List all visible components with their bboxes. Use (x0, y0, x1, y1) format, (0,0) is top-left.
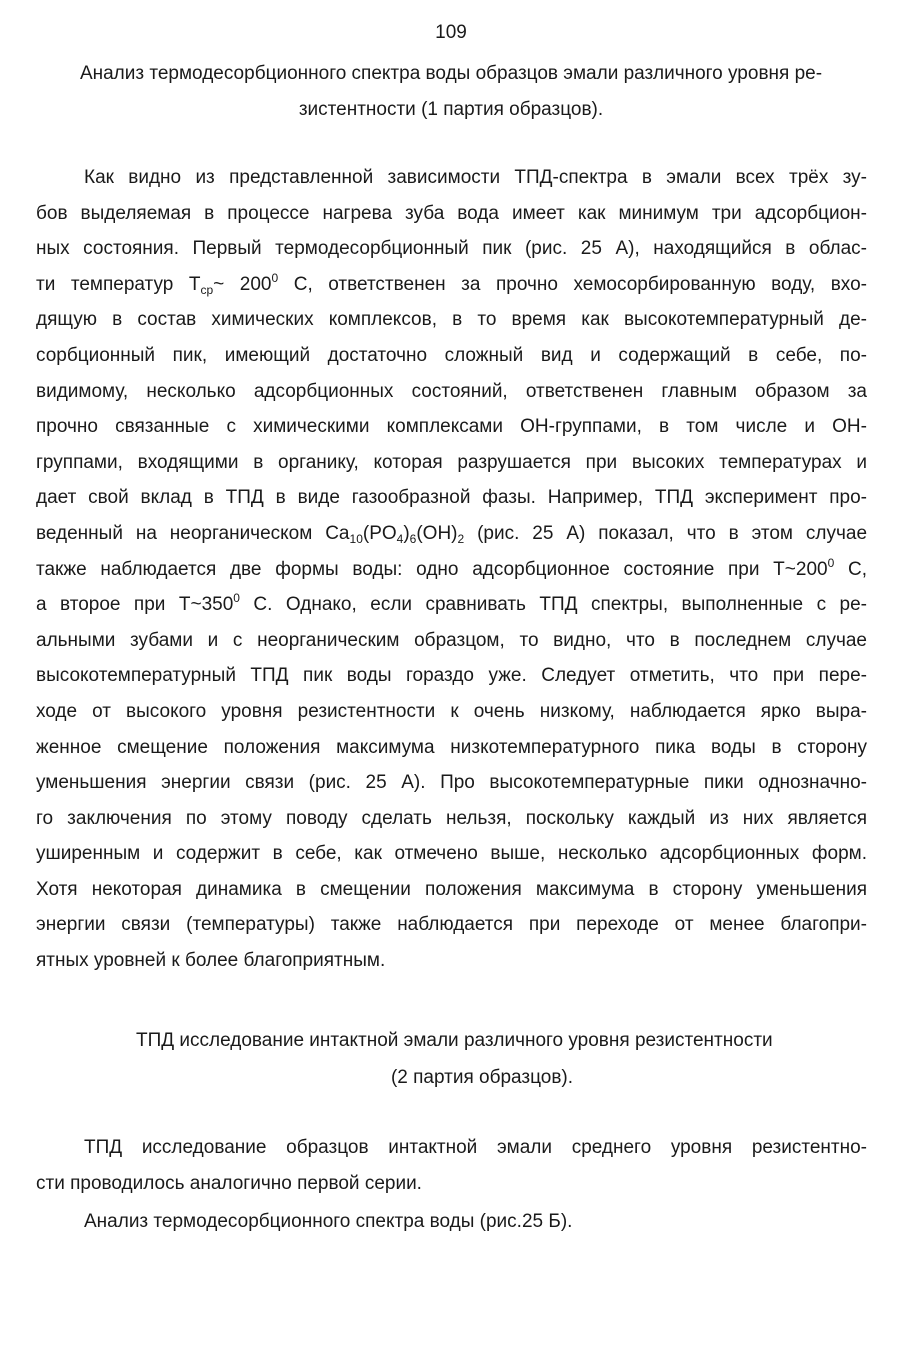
section-heading-2-line1: ТПД исследование интактной эмали различного уровня резистентности (136, 1030, 773, 1051)
section-heading-1-line1: Анализ термодесорбционного спектра воды образцов эмали различного уровня ре- (79, 63, 823, 84)
text-line: альными зубами и с неорганическим образцом, то видно, что в последнем случае (36, 629, 867, 651)
text-line: группами, входящими в органику, которая разрушается при высоких температурах и (36, 451, 867, 473)
text-line: прочно связанные с химическими комплексами ОН-группами, в том числе и ОН- (36, 416, 867, 438)
section-heading-2-sub (0, 1062, 902, 1093)
text-line: ти температур $Т_{ср}\sim$ $200^0$ С, ответственен за прочно хемосорбированную воду, вхо- (36, 270, 867, 297)
text-line: женное смещение положения максимума низкотемпературного пика воды в сторону (36, 736, 867, 758)
text-line: веденный на неорганическом $Ca_{10}(PO_4)_6(OH)_2$ (рис. 25 А) показал, что в этом случае (36, 522, 868, 546)
section-heading-1-line2: зистентности (1 партия образцов). (298, 99, 604, 120)
text-line: ходе от высокого уровня резистентности к очень низкому, наблюдается ярко выра- (36, 700, 867, 722)
paragraph-2 (36, 1130, 867, 1201)
text-line: дящую в состав химических комплексов, в то время как высокотемпературный де- (36, 309, 867, 331)
text-line: сти проводилось аналогично первой серии. (36, 1172, 422, 1194)
section-heading-2-line2: (2 партия образцов). (390, 1067, 574, 1088)
text-line: бов выделяемая в процессе нагрева зуба вода имеет как минимум три адсорбцион- (36, 202, 867, 224)
text-line: ных состояния. Первый термодесорбционный пик (рис. 25 А), находящийся в облас- (36, 238, 867, 260)
paragraph-3 (36, 1204, 867, 1240)
page-number: 109 (435, 22, 467, 43)
text-line: Как видно из представленной зависимости ТПД-спектра в эмали всех трёх зу- (84, 167, 867, 188)
text-line: высокотемпературный ТПД пик воды гораздо уже. Следует отметить, что при пере- (36, 665, 867, 687)
text-line: уменьшения энергии связи (рис. 25 А). Про высокотемпературные пики однозначно- (36, 772, 867, 794)
text-line: дает свой вклад в ТПД в виде газообразной фазы. Например, ТПД эксперимент про- (36, 487, 867, 509)
text-line: сорбционный пик, имеющий достаточно сложный вид и содержащий в себе, по- (36, 344, 867, 366)
text-line: ТПД исследование образцов интактной эмали среднего уровня резистентно- (84, 1137, 867, 1158)
text-line: уширенным и содержит в себе, как отмечено выше, несколько адсорбционных форм. (36, 843, 867, 865)
text-line: Анализ термодесорбционного спектра воды (рис.25 Б). (84, 1211, 573, 1232)
text-line: также наблюдается две формы воды: одно адсорбционное состояние при $Т\sim 200^0$ С, (36, 555, 867, 580)
text-line: го заключения по этому поводу сделать нельзя, поскольку каждый из них является (36, 807, 867, 829)
section-heading-2 (36, 1025, 902, 1056)
text-line: Хотя некоторая динамика в смещении положения максимума в сторону уменьшения (36, 878, 867, 900)
text-line: ятных уровней к более благоприятным. (36, 950, 386, 972)
text-line: энергии связи (температуры) также наблюдается при переходе от менее благопри- (36, 914, 867, 936)
text-line: видимому, несколько адсорбционных состояний, ответственен главным образом за (36, 380, 867, 402)
text-line: а второе при $Т\sim 350^0$ С. Однако, если сравнивать ТПД спектры, выполненные с ре- (36, 591, 867, 616)
paragraph-1 (36, 160, 867, 979)
section-heading-1 (20, 58, 882, 125)
